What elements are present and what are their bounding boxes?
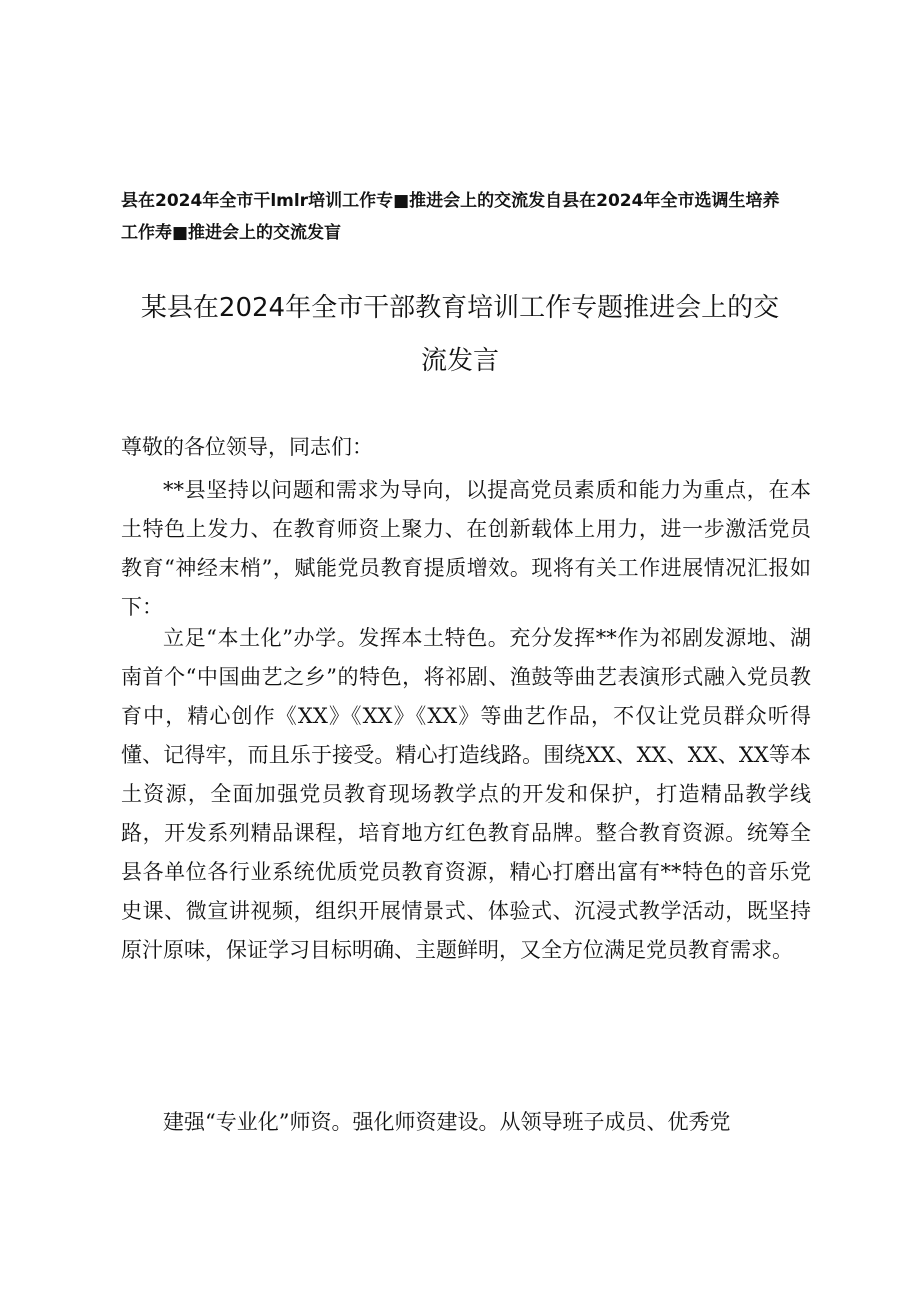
header-line-1: 县在2024年全市干lmlr培训工作专■推进会上的交流发自县在2024年全市选调生培养 xyxy=(121,191,780,211)
paragraph-localization xyxy=(121,619,811,970)
paragraph-text: 建强“专业化”师资。强化师资建设。从领导班子成员、优秀党 xyxy=(163,1110,731,1134)
document-title-line-1: 某县在2024年全市干部教育培训工作专题推进会上的交 xyxy=(140,293,780,323)
header-line-2: 工作寿■推进会上的交流发盲 xyxy=(121,223,342,243)
paragraph-intro xyxy=(121,471,811,627)
salutation xyxy=(121,428,811,467)
paragraph-teachers xyxy=(121,1103,811,1142)
document-title-line-2: 流发言 xyxy=(420,346,499,376)
paragraph-text: **县坚持以问题和需求为导向，以提高党员素质和能力为重点，在本土特色上发力、在教育师资上聚力、在创新载体上用力，进一步激活党员教育“神经末梢”，赋能党员教育提质增效。现将有关工作进展情况汇报如下： xyxy=(121,478,811,619)
salutation-text: 尊敬的各位领导，同志们： xyxy=(121,435,373,459)
paragraph-text: 立足“本土化”办学。发挥本土特色。充分发挥**作为祁剧发源地、湖南首个“中国曲艺之乡”的特色，将祁剧、渔鼓等曲艺表演形式融入党员教育中，精心创作《XX》《XX》《XX》等曲艺作品，不仅让党员群众听得懂、记得牢，而且乐于接受。精心打造线路。围绕XX、XX、XX、XX等本土资源，全面加强党员教育现场教学点的开发和保护，打造精品教学线路，开发系列精品课程，培育地方红色教育品牌。整合教育资源。统筹全县各单位各行业系统优质党员教育资源，精心打磨出富有**特色的音乐党史课、微宣讲视频，组织开展情景式、体验式、沉浸式教学活动，既坚持原汁原味，保证学习目标明确、主题鲜明，又全方位满足党员教育需求。 xyxy=(121,626,811,962)
